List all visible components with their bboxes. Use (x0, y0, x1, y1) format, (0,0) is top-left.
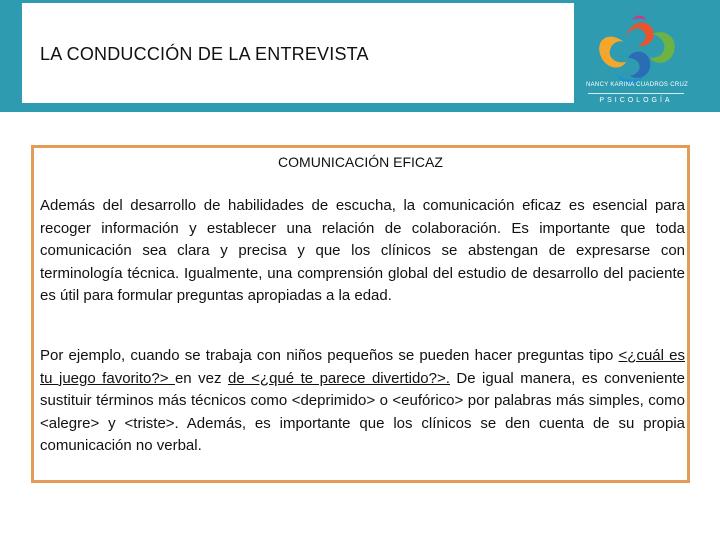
content-box (31, 145, 690, 483)
paragraph-2-text-2: en vez (174, 369, 228, 387)
logo-subtitle: PSICOLOGÍA (599, 97, 673, 104)
slide-title: LA CONDUCCIÓN DE LA ENTREVISTA (40, 44, 369, 64)
paragraph-1: Además del desarrollo de habilidades de escucha, la comunicación eficaz es esencial para recoger información y establecer una relación de colaboración. Es importante que toda comunicación sea clara y precisa y que los clínicos se abstengan de expresarse con terminología técnica. Igualmente, una comprensión global del estudio de desarrollo del paciente es útil para formular preguntas apropiadas a la edad. (40, 197, 685, 304)
logo-icon (586, 12, 706, 104)
example-question-1: <¿cuál es tu juego favorito?> (40, 347, 685, 387)
logo-caption: NANCY KARINA CUADROS CRUZ (586, 82, 689, 88)
paragraph-2-text-3: De igual manera, es conveniente sustituir términos más técnicos como <deprimido> o <eufórico> por palabras más simples, como <alegre> y <triste>. Además, es importante que los clínicos se den cuenta de su propia comunicación no verbal. (40, 369, 685, 454)
logo-divider (588, 93, 684, 94)
paragraph-2 (40, 345, 685, 458)
paragraph-2-text-1: Por ejemplo, cuando se trabaja con niños pequeños se pueden hacer preguntas tipo (40, 347, 619, 364)
example-question-2: de <¿qué te parece divertido?>. (227, 369, 450, 387)
content-heading: COMUNICACIÓN EFICAZ (278, 154, 443, 170)
